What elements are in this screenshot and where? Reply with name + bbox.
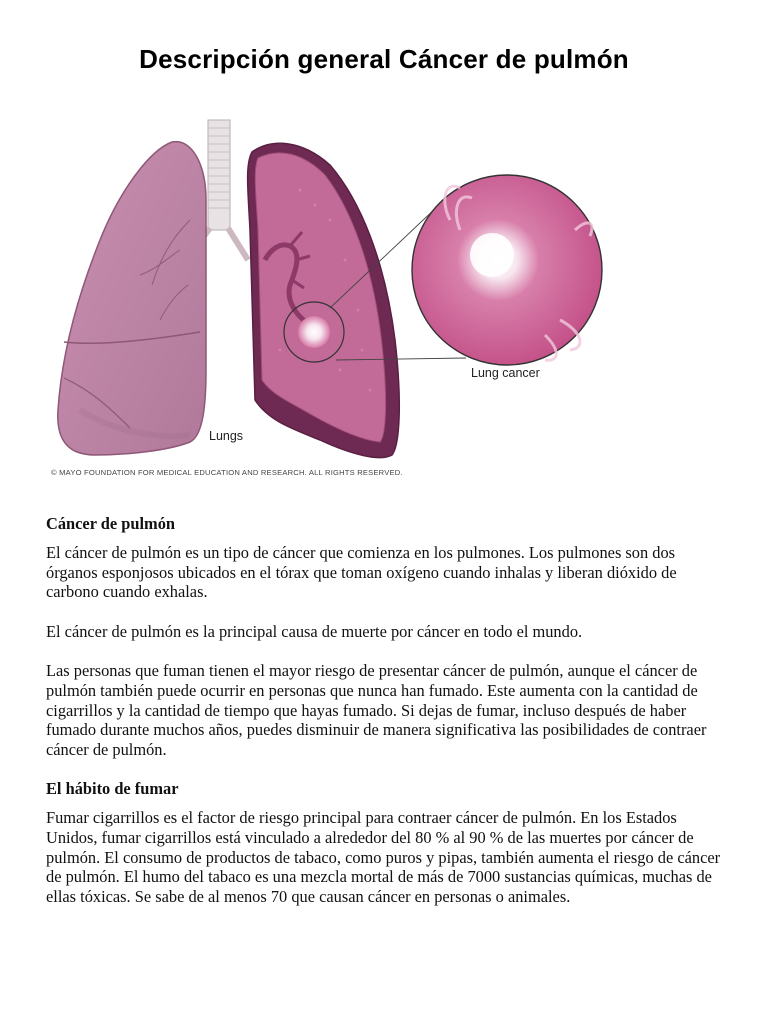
paragraph: Fumar cigarrillos es el factor de riesgo principal para contraer cáncer de pulmón. En los Estados Unidos, fumar cigarrillos está vinculado a alrededor del 80 % al 90 % de las muertes por cáncer de pulmón. El consumo de productos de tabaco, como puros y pipas, también aumenta el riesgo de cáncer de pulmón. El humo del tabaco es una mezcla mortal de más de 7000 sustancias químicas, muchas de ellas tóxicas. Se sabe de al menos 70 que causan cáncer en personas o animales. — [46, 808, 721, 906]
left-lung-cutaway — [248, 143, 400, 457]
paragraph: El cáncer de pulmón es un tipo de cáncer que comienza en los pulmones. Los pulmones son dos órganos esponjosos ubicados en el tórax que toman oxígeno cuando inhalas y liberan dióxido de carbono cuando exhalas. — [46, 543, 677, 602]
figure-copyright: © MAYO FOUNDATION FOR MEDICAL EDUCATION AND RESEARCH. ALL RIGHTS RESERVED. — [51, 468, 403, 477]
paragraph: El cáncer de pulmón es la principal causa de muerte por cáncer en todo el mundo. — [46, 621, 583, 641]
lungs-diagram — [40, 110, 620, 485]
label-lungs: Lungs — [209, 429, 244, 443]
section-heading-lung-cancer: Cáncer de pulmón — [46, 514, 176, 533]
section-heading-smoking: El hábito de fumar — [46, 779, 179, 799]
label-lung-cancer: Lung cancer — [471, 366, 540, 380]
lung-illustration — [40, 110, 620, 485]
paragraph: Las personas que fuman tienen el mayor riesgo de presentar cáncer de pulmón, aunque el cáncer de pulmón también puede ocurrir en personas que nunca han fumado. Este aumenta con la cantidad de cigarrillos y la cantidad de tiempo que hayas fumado. Si dejas de fumar, incluso después de haber fumado durante muchos años, puedes disminuir de manera significativa las posibilidades de contraer cáncer de pulmón. — [46, 661, 707, 759]
magnified-tumor-view — [412, 175, 602, 365]
article-body — [46, 514, 726, 926]
page-title: Descripción general Cáncer de pulmón — [139, 44, 629, 74]
right-lung-shape — [58, 142, 206, 455]
